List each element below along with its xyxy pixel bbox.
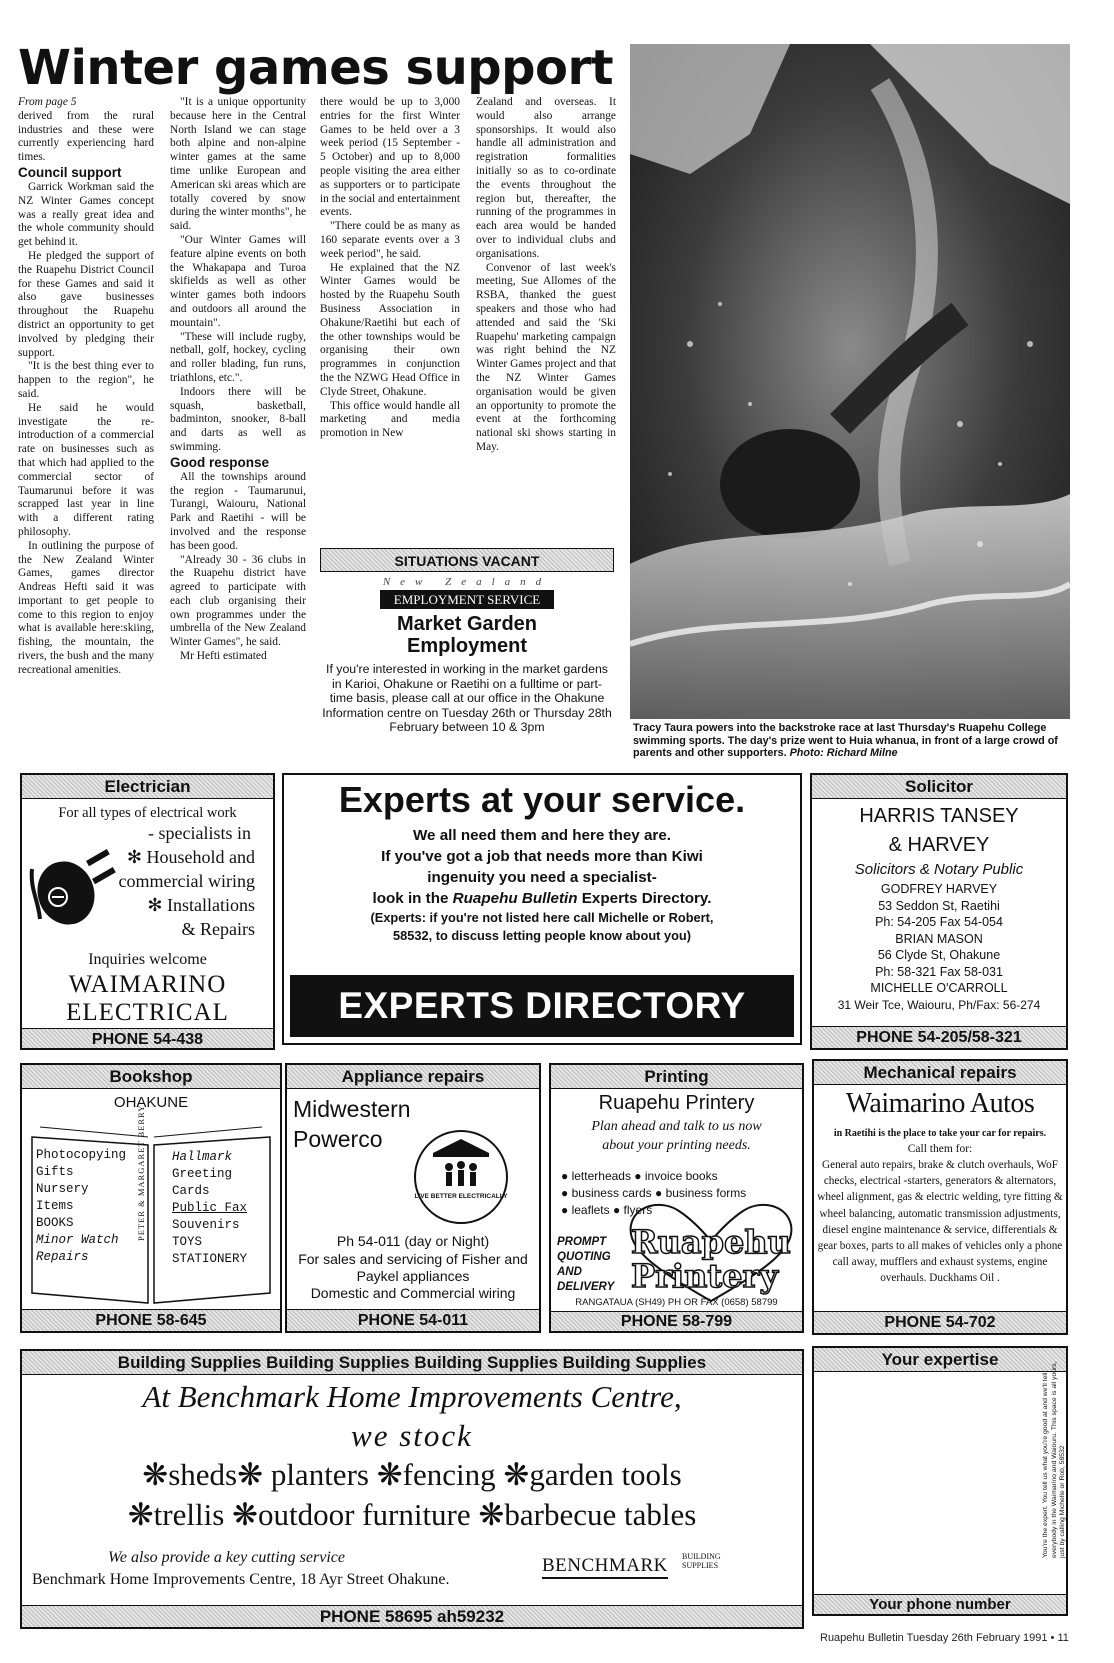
article-paragraph: "These will include rugby, netball, golf, hockey, cycling and roller blading, fun runs, triathlons, etc.". xyxy=(170,330,306,384)
benchmark-sub: SUPPLIES xyxy=(682,1561,719,1570)
bookshop-item: Hallmark xyxy=(172,1150,233,1164)
solicitor-a6: Ph: 58-321 Fax 58-031 xyxy=(875,964,1003,979)
expertise-header: Your expertise xyxy=(814,1348,1066,1372)
solicitor-a8: 31 Weir Tce, Waiouru, Ph/Fax: 56-274 xyxy=(837,997,1041,1012)
printing-bullets: ● letterheads ● invoice books ● business cards ● business forms ● leaflets ● flyers xyxy=(561,1169,747,1217)
mechanical-ad xyxy=(812,1059,1068,1335)
appliance-d2: Paykel appliances xyxy=(356,1268,470,1284)
solicitor-a7: MICHELLE O'CARROLL xyxy=(870,981,1008,995)
elec-line-4: commercial wiring xyxy=(118,871,255,891)
benchmark-logo-sub xyxy=(682,1552,721,1570)
printing-phone: PHONE 58-799 xyxy=(551,1311,802,1331)
bookshop-town: OHAKUNE xyxy=(113,1094,189,1111)
bookshop-item: Souvenirs xyxy=(172,1218,240,1232)
benchmark-logo-text: BENCHMARK xyxy=(542,1555,668,1576)
elec-line-2: - specialists in xyxy=(148,823,251,843)
appliance-header: Appliance repairs xyxy=(287,1065,539,1089)
elec-line-6: & Repairs xyxy=(181,919,255,939)
solicitor-name-2: & HARVEY xyxy=(888,834,990,856)
headline: Winter games support xyxy=(18,40,614,96)
appliance-ph: Ph 54-011 (day or Night) xyxy=(336,1233,490,1249)
article-column-3 xyxy=(320,96,460,546)
elec-phone: PHONE 54-438 xyxy=(22,1028,273,1050)
bookshop-item: STATIONERY xyxy=(172,1252,248,1266)
bookshop-item: Cards xyxy=(172,1184,210,1198)
bookshop-item: Photocopying xyxy=(36,1148,127,1162)
solicitor-a3: Ph: 54-205 Fax 54-054 xyxy=(875,915,1003,929)
building-phone: PHONE 58695 ah59232 xyxy=(22,1605,802,1627)
swimming-photo xyxy=(630,44,1070,719)
employment-service-logo: EMPLOYMENT SERVICE xyxy=(380,590,554,609)
situations-vacant-ad xyxy=(320,548,614,770)
bookshop-item: TOYS xyxy=(172,1235,203,1249)
solicitor-ad xyxy=(810,773,1068,1050)
article-paragraph: Garrick Workman said the NZ Winter Games concept was a really great idea and the whole community should get behind it. xyxy=(18,180,154,249)
situations-title-1: Market Garden xyxy=(396,613,538,635)
printing-pq xyxy=(557,1235,614,1295)
building-supplies-ad xyxy=(20,1349,804,1629)
appliance-logo-text: LIVE BETTER ELECTRICALLY xyxy=(414,1193,508,1200)
printing-bullet: flyers xyxy=(623,1203,653,1217)
pq-line: DELIVERY xyxy=(557,1281,615,1293)
experts-ad xyxy=(282,773,802,1045)
electrician-header: Electrician xyxy=(22,775,273,799)
mechanical-l1: in Raetihi is the place to take your car for repairs. xyxy=(833,1128,1047,1139)
continued-from: From page 5 xyxy=(18,96,77,108)
article-paragraph: Indoors there will be squash, basketball, badminton, snooker, 8-ball and darts as well as swimming. xyxy=(170,385,306,453)
building-t6: Benchmark Home Improvements Centre, 18 Ayr Street Ohakune. xyxy=(32,1571,450,1588)
page-footer: Ruapehu Bulletin Tuesday 26th February 1991 • 11 xyxy=(820,1632,1069,1644)
bookshop-item: Public Fax xyxy=(172,1201,248,1215)
solicitor-a5: 56 Clyde St, Ohakune xyxy=(877,948,1001,962)
printing-bullet: letterheads xyxy=(571,1169,631,1183)
article-paragraph: He pledged the support of the Ruapehu District Council for these Games and said it also gave businesses throughout the Ruapehu district an opportunity to get involved by pledging their support. xyxy=(18,249,154,359)
elec-name-2: ELECTRICAL xyxy=(66,999,229,1026)
elec-inquiries: Inquiries welcome xyxy=(88,951,207,968)
printing-bullet: business cards xyxy=(571,1186,652,1200)
mechanical-phone: PHONE 54-702 xyxy=(814,1311,1066,1333)
printing-header: Printing xyxy=(551,1065,802,1089)
article-column-4 xyxy=(476,96,616,546)
benchmark-logo xyxy=(542,1555,668,1579)
bookshop-right-list xyxy=(172,1149,247,1268)
building-t1: At Benchmark Home Improvements Centre, xyxy=(142,1379,682,1414)
photo-caption xyxy=(633,722,1073,760)
solicitor-sub: Solicitors & Notary Public xyxy=(854,861,1024,878)
pq-line: QUOTING xyxy=(557,1251,611,1263)
bookshop-header: Bookshop xyxy=(22,1065,280,1089)
appliance-name-1: Midwestern xyxy=(293,1096,411,1122)
solicitor-header: Solicitor xyxy=(812,775,1066,799)
printing-ad xyxy=(549,1063,804,1333)
printing-logo-2: Printery xyxy=(631,1257,778,1295)
printing-bullet: leaflets xyxy=(571,1203,610,1217)
electrician-ad xyxy=(20,773,275,1050)
solicitor-name-1: HARRIS TANSEY xyxy=(859,805,1019,827)
printing-bullet: business forms xyxy=(665,1186,747,1200)
mechanical-body: General auto repairs, brake & clutch overhauls, WoF checks, electrical -starters, generators & alternators, wheel alignment, gas & electric welding, tyre fitting & wheel balancing, automatic transmission adjustments, diesel engine maintenance & service, differentials & gear boxes, parts to all makes of vehicles only a phone call away, mufflers and exhaust systems, engine overhauls. Duckhams Oil . xyxy=(817,1159,1063,1285)
your-expertise-ad xyxy=(812,1346,1068,1616)
printing-address: RANGATAUA (SH49) PH OR FAX (0658) 58799 xyxy=(575,1297,778,1308)
mechanical-name: Waimarino Autos xyxy=(845,1088,1035,1119)
article-paragraph: He said he would investigate the re-introduction of a commercial rate on businesses such as that which had applied to the commercial sector of Taumarunui before it was scrapped last year in line with a different rating philosophy. xyxy=(18,401,154,538)
experts-line-5: (Experts: if you're not listed here call Michelle or Robert, xyxy=(370,910,714,925)
bookshop-item: Greeting xyxy=(172,1167,233,1181)
bookshop-item: Gifts xyxy=(36,1165,74,1179)
experts-directory-banner: EXPERTS DIRECTORY xyxy=(290,975,794,1037)
photo-credit: Photo: Richard Milne xyxy=(789,747,898,759)
plug-icon xyxy=(28,839,128,939)
experts-line-6: 58532, to discuss letting people know about you) xyxy=(393,928,691,943)
solicitor-a1: GODFREY HARVEY xyxy=(880,882,998,896)
printing-slogan-1: Plan ahead and talk to us now xyxy=(591,1119,762,1134)
benchmark-sub: BUILDING xyxy=(682,1552,721,1561)
solicitor-a4: BRIAN MASON xyxy=(895,931,983,946)
article-paragraph: Convenor of last week's meeting, Sue Allomes of the RSBA, thanked the guest speakers and those who had attended and said the 'Ski Ruapehu' marketing campaign was right behind the NZ Winter Games project and that the NZ Winter Games organisation would be given an opportunity to promote the event at the forthcoming national ski shows starting in May. xyxy=(476,261,616,453)
experts-l4c: Experts Directory. xyxy=(577,890,712,907)
caption-text: Tracy Taura powers into the backstroke race at last Thursday's Ruapehu College swimming sports. The day's prize went to Huia whanua, in front of a large crowd of parents and other supporters. xyxy=(633,722,1058,759)
bookshop-ad xyxy=(20,1063,282,1333)
elec-line-5: ✻ Installations xyxy=(147,895,255,915)
elec-name-1: WAIMARINO xyxy=(68,971,227,998)
experts-line-1: We all need them and here they are. xyxy=(413,827,671,844)
subhead-council: Council support xyxy=(18,164,122,180)
appliance-name-2: Powerco xyxy=(293,1126,383,1152)
experts-line-4 xyxy=(284,888,800,909)
printing-bullet: invoice books xyxy=(644,1169,718,1183)
live-better-logo-icon xyxy=(413,1129,509,1225)
printing-slogan-2: about your printing needs. xyxy=(602,1138,751,1153)
nz-label: New Zealand xyxy=(382,576,552,588)
article-column-1 xyxy=(18,96,154,768)
subhead-response: Good response xyxy=(170,454,270,470)
article-paragraph: derived from the rural industries and these were currently experiencing hard times. xyxy=(18,109,154,164)
building-t5: We also provide a key cutting service xyxy=(108,1549,345,1566)
building-header: Building Supplies Building Supplies Building Supplies Building Supplies xyxy=(22,1351,802,1375)
article-paragraph: Zealand and overseas. It would also arrange sponsorships. It would also handle all administration and registration formalities initially so as to co-ordinate the events throughout the region but, thereafter, the running of the programmes in each area would be handed over to individual clubs and organisations. xyxy=(476,96,616,260)
appliance-phone: PHONE 54-011 xyxy=(287,1309,539,1331)
article-paragraph: In outlining the purpose of the New Zealand Winter Games, games director Andreas Hefti said it was important to get people to come to this region to enjoy what is available here:skiing, fishing, the mountain, the rivers, the bush and the many recreational amenities. xyxy=(18,539,154,676)
bookshop-spine: PETER & MARGARET BERRY xyxy=(136,1104,146,1241)
printing-name: Ruapehu Printery xyxy=(598,1092,755,1114)
bookshop-left-list xyxy=(36,1147,126,1266)
situations-header: SITUATIONS VACANT xyxy=(320,548,614,572)
building-t3: ❋sheds❋ planters ❋fencing ❋garden tools xyxy=(142,1457,682,1492)
pq-line: PROMPT xyxy=(557,1236,607,1248)
experts-line-3: ingenuity you need a specialist- xyxy=(427,869,657,886)
solicitor-a2: 53 Seddon St, Raetihi xyxy=(878,898,1000,913)
article-paragraph: He explained that the NZ Winter Games would be hosted by the Ruapehu South Business Association in Ohakune/Raetihi but each of the other townships would be organising their own programmes in conjunction the the NZWG Head Office in Clyde Street, Ohakune. xyxy=(320,261,460,398)
solicitor-phone: PHONE 54-205/58-321 xyxy=(812,1026,1066,1048)
mechanical-l2: Call them for: xyxy=(907,1143,973,1155)
expertise-footer: Your phone number xyxy=(814,1594,1066,1614)
building-t2: we stock xyxy=(351,1418,473,1453)
expertise-side-text: You're the expert. You tell us what you're good at and we'll tell everybody in the Waimarino and Waiouru. This space is all yours, just by calling Michelle or Rob, 58532 xyxy=(1042,1361,1066,1558)
article-paragraph: This office would handle all marketing and media promotion in New xyxy=(320,399,460,440)
bookshop-item: Nursery xyxy=(36,1182,89,1196)
article-paragraph: "Our Winter Games will feature alpine events on both the Whakapapa and Turoa skifields as well as other winter games both indoors and outdoors all around the mountain". xyxy=(170,233,306,329)
article-paragraph: "It is the best thing ever to happen to the region", he said. xyxy=(18,360,154,400)
appliance-d3: Domestic and Commercial wiring xyxy=(310,1285,516,1301)
bookshop-phone: PHONE 58-645 xyxy=(22,1309,280,1331)
article-paragraph: Mr Hefti estimated xyxy=(180,650,267,663)
situations-body: If you're interested in working in the market gardens in Karioi, Ohakune or Raetihi on a fulltime or part-time basis, please call at our office in the Ohakune Information centre on Tuesday 26th or Thursday 28th February between 10 & 3pm xyxy=(322,662,612,734)
bookshop-item: Items xyxy=(36,1199,74,1213)
article-paragraph: "Already 30 - 36 clubs in the Ruapehu district have agreed to participate with each club organising their own programmes under the umbrella of the New Zealand Winter Games", he said. xyxy=(170,553,306,649)
article-paragraph: there would be up to 3,000 entries for the first Winter Games to be held over a 3 week period (15 September - 5 October) and up to 8,000 people visiting the area either as supporters or to participate in the social and entertainment events. xyxy=(320,96,460,219)
situations-title-2: Employment xyxy=(406,635,528,657)
experts-l4a: look in the xyxy=(372,890,453,907)
elec-line-1: For all types of electrical work xyxy=(58,805,237,821)
bookshop-item: Minor Watch xyxy=(36,1233,119,1247)
appliance-d1: For sales and servicing of Fisher and xyxy=(298,1251,528,1267)
pq-line: AND xyxy=(557,1266,582,1278)
bookshop-item: Repairs xyxy=(36,1250,89,1264)
experts-line-2: If you've got a job that needs more than Kiwi xyxy=(381,848,703,865)
experts-title: Experts at your service. xyxy=(338,779,746,820)
building-t4: ❋trellis ❋outdoor furniture ❋barbecue tables xyxy=(127,1497,697,1532)
article-column-2 xyxy=(170,96,306,768)
appliance-ad xyxy=(285,1063,541,1333)
article-paragraph: "There could be as many as 160 separate events over a 3 week period", he said. xyxy=(320,220,460,260)
printing-logo-1: Ruapehu xyxy=(631,1223,791,1261)
bookshop-item: BOOKS xyxy=(36,1216,74,1230)
article-paragraph: "It is a unique opportunity because here in the Central North Island we can stage both alpine and non-alpine winter games at the same time unlike European and American ski areas which are totally covered by snow during the winter months", he said. xyxy=(170,96,306,233)
mechanical-header: Mechanical repairs xyxy=(814,1061,1066,1085)
elec-line-3: ✻ Household and xyxy=(126,847,255,867)
experts-l4b: Ruapehu Bulletin xyxy=(452,890,578,907)
article-paragraph: All the townships around the region - Taumarunui, Turangi, Waiouru, National Park and Raetihi - will be involved and the response has been good. xyxy=(170,470,306,552)
swimmer-image xyxy=(630,44,1070,719)
